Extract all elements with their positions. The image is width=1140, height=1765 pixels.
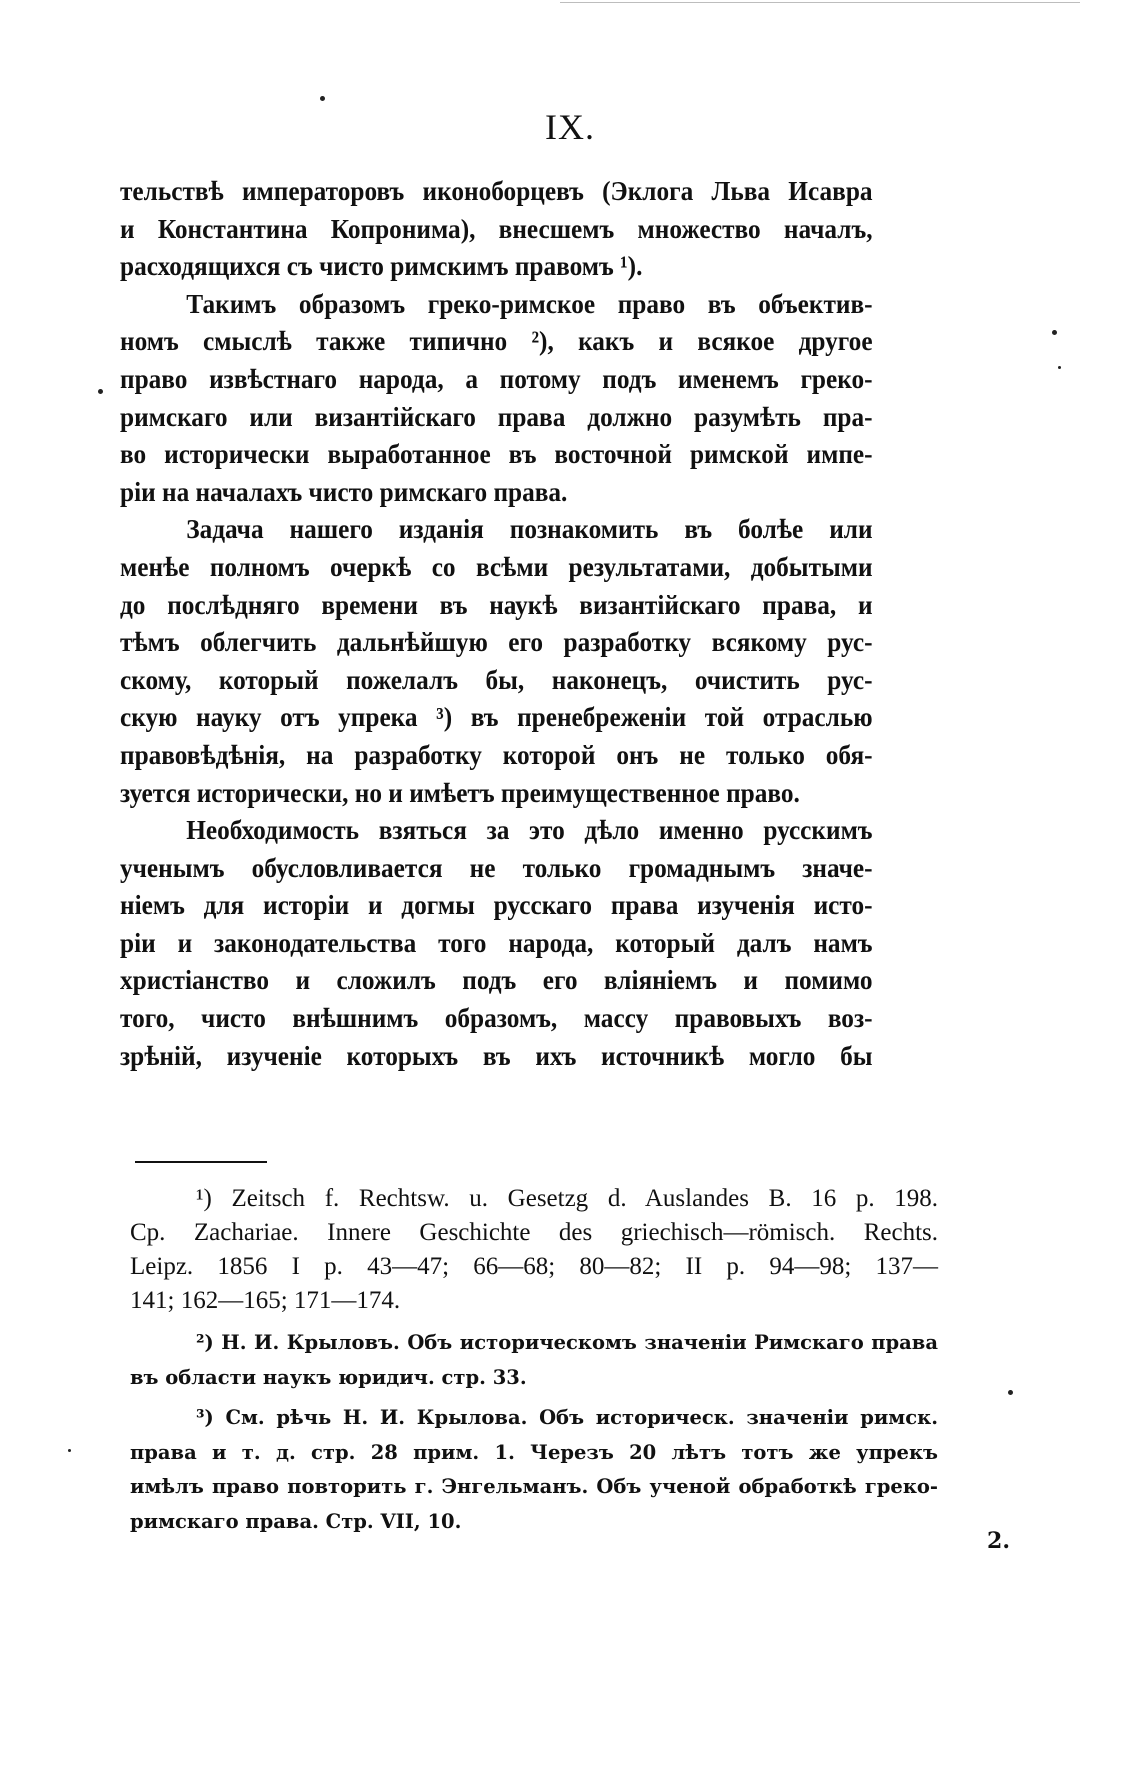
footnote-line: права и т. д. стр. 28 прим. 1. Черезъ 20 лѣтъ тотъ же упрекъ bbox=[130, 1440, 938, 1464]
footnote-line: римскаго права. Стр. VII, 10. bbox=[130, 1509, 462, 1533]
footnote-line: имѣлъ право повторить г. Энгельманъ. Объ ученой обработкѣ греко- bbox=[130, 1475, 938, 1498]
scan-speck bbox=[98, 389, 103, 394]
footnotes bbox=[130, 1182, 938, 1539]
scan-speck bbox=[1008, 1390, 1013, 1395]
text-line: ученымъ обусловливается не только громаднымъ значе- bbox=[120, 851, 873, 883]
text-line: ріи на началахъ чисто римскаго права. bbox=[120, 475, 568, 507]
text-line: менѣе полномъ очеркѣ со всѣми результатами, добытыми bbox=[120, 550, 873, 582]
text-line: христіанство и сложилъ подъ его вліяніемъ и помимо bbox=[120, 964, 873, 996]
scan-speck bbox=[68, 1449, 71, 1452]
page-number: IX. bbox=[545, 107, 595, 147]
footnote-3 bbox=[130, 1401, 938, 1539]
footnote-separator bbox=[135, 1161, 267, 1163]
text-line: до послѣдняго времени въ наукѣ византійскаго права, и bbox=[120, 588, 873, 620]
footnote-line: въ области наукъ юридич. стр. 33. bbox=[130, 1365, 527, 1389]
footnote-line: Cp. Zachariae. Innere Geschichte des griechisch—römisch. Rechts. bbox=[130, 1219, 938, 1246]
main-text bbox=[120, 172, 873, 1074]
text-line: зрѣній, изученіе которыхъ въ ихъ источникѣ могло бы bbox=[120, 1039, 873, 1071]
text-line: Необходимость взяться за это дѣло именно русскимъ bbox=[186, 814, 873, 846]
text-line: тѣмъ облегчить дальнѣйшую его разработку всякому рус- bbox=[120, 626, 873, 658]
scan-speck bbox=[1052, 330, 1057, 335]
footnote-line: ¹) Zeitsch f. Rechtsw. u. Gesetzg d. Auslandes B. 16 p. 198. bbox=[196, 1185, 938, 1212]
text-line: того, чисто внѣшнимъ образомъ, массу правовыхъ воз- bbox=[120, 1002, 873, 1034]
text-line: скую науку отъ упрека ³) въ пренебреженіи той отраслью bbox=[120, 701, 873, 733]
footnote-1 bbox=[130, 1182, 938, 1318]
footnote-line: ²) Н. И. Крыловъ. Объ историческомъ значеніи Римскаго права bbox=[196, 1331, 938, 1354]
text-line: расходящихся съ чисто римскимъ правомъ ¹). bbox=[120, 250, 643, 282]
text-line: зуется исторически, но и имѣетъ преимущественное право. bbox=[120, 776, 800, 808]
text-line: ріи и законодательства того народа, который далъ намъ bbox=[120, 926, 873, 958]
scan-edge-line bbox=[560, 2, 1080, 3]
text-line: во исторически выработанное въ восточной римской импе- bbox=[120, 438, 873, 470]
footnote-line: ³) См. рѣчь Н. И. Крылова. Объ историческ. значеніи римск. bbox=[196, 1406, 938, 1429]
signature-mark: 2. bbox=[987, 1528, 1010, 1554]
text-line: право извѣстнаго народа, а потому подъ именемъ греко- bbox=[120, 362, 873, 394]
text-line: Задача нашего изданія познакомить въ болѣе или bbox=[186, 513, 873, 545]
text-line: римскаго или византійскаго права должно разумѣть пра- bbox=[120, 400, 873, 432]
text-line: скому, который пожелалъ бы, наконецъ, очистить рус- bbox=[120, 663, 873, 695]
footnote-2 bbox=[130, 1326, 938, 1395]
text-line: тельствѣ императоровъ иконоборцевъ (Эклога Льва Исавра bbox=[120, 175, 873, 206]
text-line: правовѣдѣнія, на разработку которой онъ не только обя- bbox=[120, 738, 873, 770]
text-line: Такимъ образомъ греко-римское право въ объектив- bbox=[186, 287, 873, 319]
scan-speck bbox=[1058, 366, 1061, 369]
text-line: ніемъ для исторіи и догмы русскаго права изученія исто- bbox=[120, 889, 873, 921]
footnote-line: 141; 162—165; 171—174. bbox=[130, 1287, 401, 1314]
footnote-line: Leipz. 1856 I p. 43—47; 66—68; 80—82; II p. 94—98; 137— bbox=[130, 1253, 938, 1280]
text-line: и Константина Копронима), внесшемъ множество началъ, bbox=[120, 212, 873, 244]
scan-speck bbox=[320, 96, 325, 101]
text-line: номъ смыслѣ также типично ²), какъ и всякое другое bbox=[120, 325, 873, 357]
